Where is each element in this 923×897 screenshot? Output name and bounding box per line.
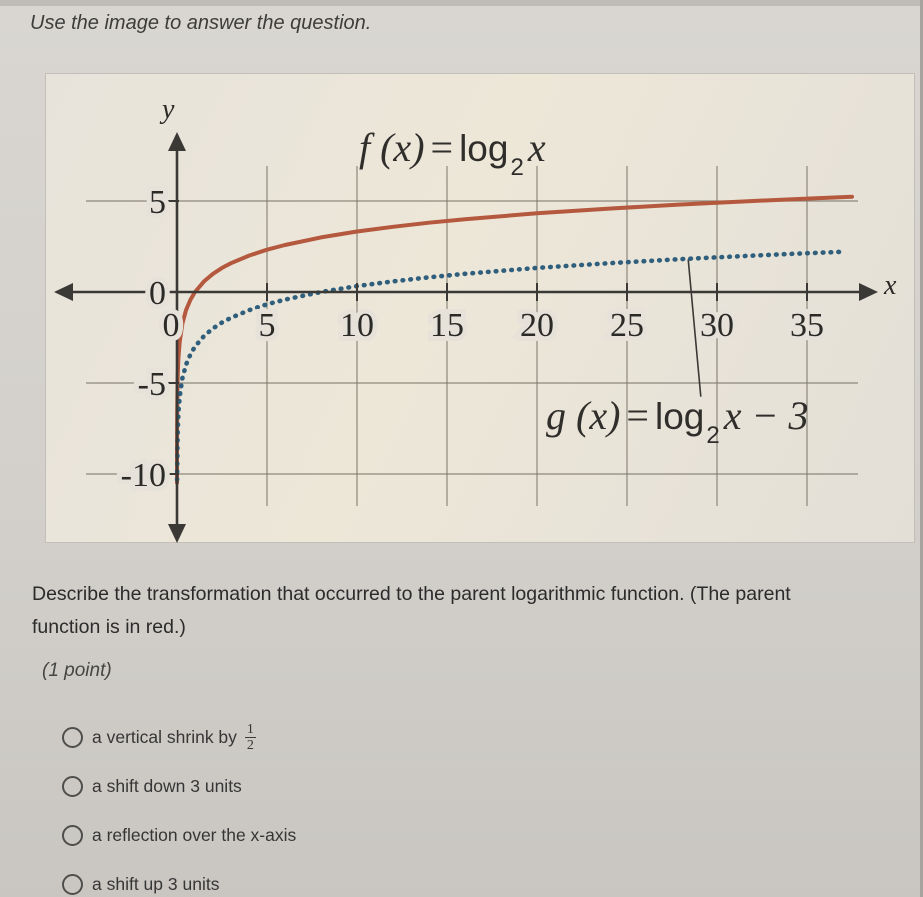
x-tick-label: 5 xyxy=(258,307,276,344)
x-axis-arrow-left-icon xyxy=(54,283,73,301)
x-tick-label: 35 xyxy=(790,307,824,344)
y-tick-label: -5 xyxy=(137,366,166,403)
y-tick-label: -10 xyxy=(120,457,166,494)
answer-option-shift-up[interactable] xyxy=(62,873,296,895)
y-tick-label: 0 xyxy=(149,275,166,312)
x-tick-label: 25 xyxy=(610,307,644,344)
answer-option-shift-down[interactable] xyxy=(62,775,296,797)
g-argument: x − 3 xyxy=(723,393,809,438)
x-tick-label: 30 xyxy=(700,307,734,344)
answer-options xyxy=(62,721,297,895)
radio-button-icon[interactable] xyxy=(62,776,83,797)
option-label: a reflection over the x-axis xyxy=(92,824,297,845)
x-axis-letter: x xyxy=(884,270,897,301)
x-tick-label: 20 xyxy=(520,307,554,344)
f-name: f (x) xyxy=(359,125,425,170)
equals-sign: = xyxy=(626,393,649,438)
option-label: a shift down 3 units xyxy=(92,775,242,796)
question-line-1: Describe the transformation that occurred to the parent logarithmic function. (The parent xyxy=(32,583,791,605)
y-axis-arrow-down-icon xyxy=(168,524,186,543)
option-label: a shift up 3 units xyxy=(92,873,220,894)
question-text xyxy=(32,578,897,644)
option-label: a vertical shrink by xyxy=(92,726,237,747)
x-tick-label: 15 xyxy=(430,307,464,344)
g-name: g (x) xyxy=(546,393,621,438)
log-base: 2 xyxy=(706,422,720,449)
answer-option-reflection[interactable] xyxy=(62,824,296,846)
f-curve-red xyxy=(177,197,852,483)
log-base: 2 xyxy=(510,154,524,181)
instruction-text: Use the image to answer the question. xyxy=(30,12,372,34)
fraction-denominator: 2 xyxy=(246,737,254,753)
radio-button-icon[interactable] xyxy=(62,825,83,846)
y-axis-letter: y xyxy=(162,94,175,125)
x-tick-label: 10 xyxy=(340,307,374,344)
x-axis-arrow-right-icon xyxy=(859,283,878,301)
points-label: (1 point) xyxy=(42,660,112,681)
g-label-leader-line xyxy=(688,259,701,396)
one-half-fraction xyxy=(245,722,256,753)
fraction-numerator: 1 xyxy=(246,721,254,737)
radio-button-icon[interactable] xyxy=(62,874,83,895)
question-line-2: function is in red.) xyxy=(32,616,186,638)
radio-button-icon[interactable] xyxy=(62,727,83,748)
equals-sign: = xyxy=(430,125,454,170)
graph-panel xyxy=(45,73,915,543)
log-text: log xyxy=(459,128,509,169)
screen-edge-top xyxy=(0,0,923,6)
g-curve-blue-dotted xyxy=(177,252,843,480)
y-tick-label: 5 xyxy=(149,184,166,221)
y-axis-arrow-up-icon xyxy=(168,132,186,151)
answer-option-vertical-shrink[interactable] xyxy=(62,721,296,753)
log-text: log xyxy=(654,396,705,437)
g-function-equation-label xyxy=(546,393,809,449)
f-argument: x xyxy=(527,125,546,170)
f-function-equation-label xyxy=(359,125,546,181)
x-tick-label: 0 xyxy=(162,307,180,344)
